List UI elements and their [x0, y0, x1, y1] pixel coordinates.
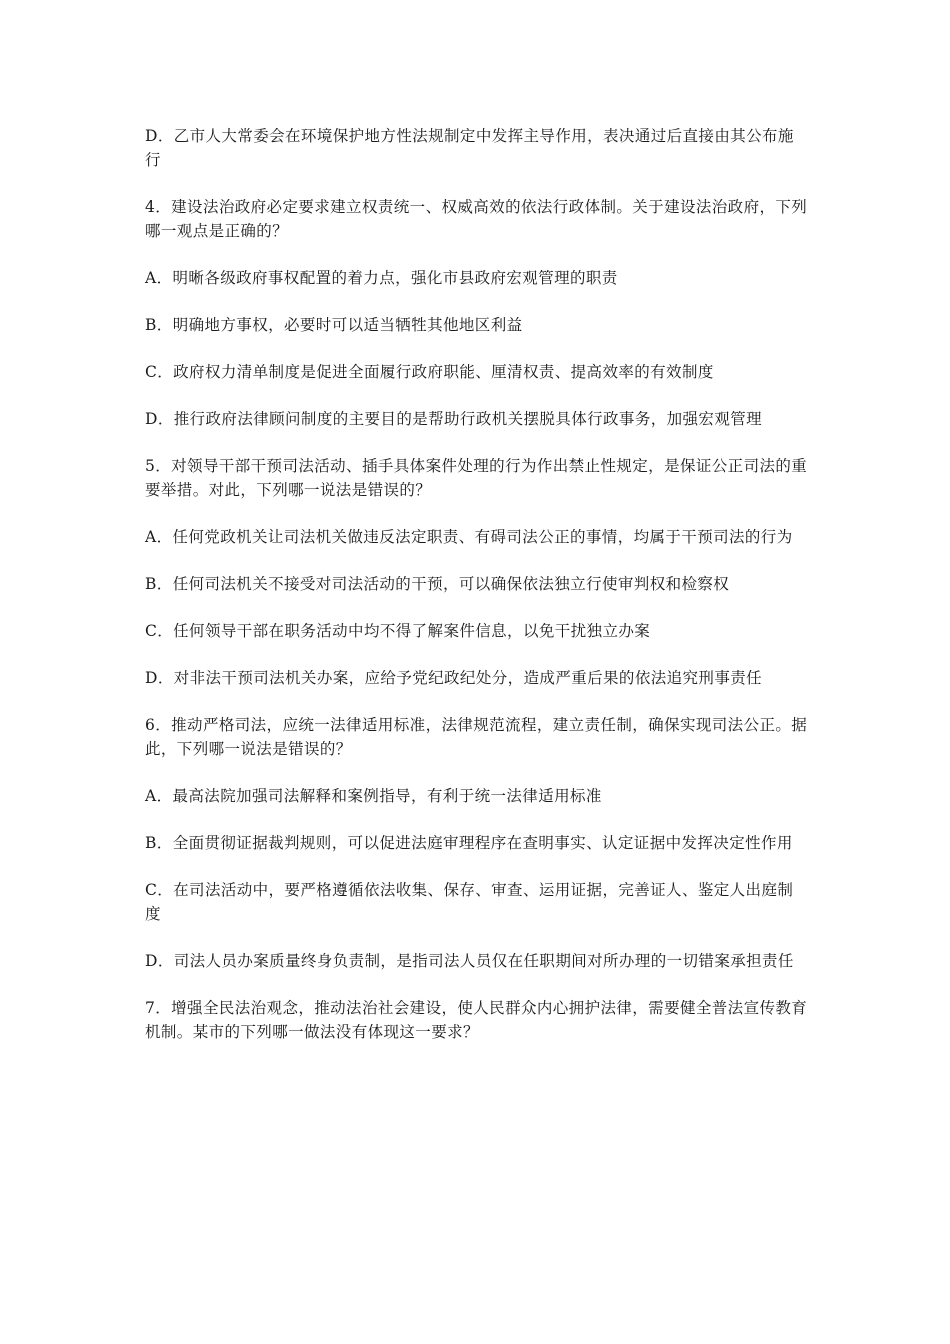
option-6a: A．最高法院加强司法解释和案例指导，有利于统一法律适用标准: [145, 787, 602, 805]
option-6d: D．司法人员办案质量终身负责制，是指司法人员仅在任职期间对所办理的一切错案承担责任: [145, 952, 794, 970]
option-4c: C．政府权力清单制度是促进全面履行政府职能、厘清权责、提高效率的有效制度: [145, 363, 714, 381]
option-6c: C．在司法活动中，要严格遵循依法收集、保存、审查、运用证据，完善证人、鉴定人出庭制度: [145, 881, 794, 923]
option-5b: B．任何司法机关不接受对司法活动的干预，可以确保依法独立行使审判权和检察权: [145, 575, 730, 593]
option-5a: A．任何党政机关让司法机关做违反法定职责、有碍司法公正的事情，均属于干预司法的行为: [145, 528, 793, 546]
option-3d: D．乙市人大常委会在环境保护地方性法规制定中发挥主导作用，表决通过后直接由其公布施行: [145, 127, 794, 169]
option-4d: D．推行政府法律顾问制度的主要目的是帮助行政机关摆脱具体行政事务，加强宏观管理: [145, 410, 763, 428]
document-body: [145, 124, 809, 1067]
option-5c: C．任何领导干部在职务活动中均不得了解案件信息，以免干扰独立办案: [145, 622, 651, 640]
question-6: 6．推动严格司法，应统一法律适用标准，法律规范流程，建立责任制，确保实现司法公正。据此，下列哪一说法是错误的？: [145, 716, 808, 758]
option-4a: A．明晰各级政府事权配置的着力点，强化市县政府宏观管理的职责: [145, 269, 618, 287]
option-4b: B．明确地方事权，必要时可以适当牺牲其他地区利益: [145, 316, 523, 334]
option-6b: B．全面贯彻证据裁判规则，可以促进法庭审理程序在查明事实、认定证据中发挥决定性作用: [145, 834, 793, 852]
option-5d: D．对非法干预司法机关办案，应给予党纪政纪处分，造成严重后果的依法追究刑事责任: [145, 669, 763, 687]
question-4: 4．建设法治政府必定要求建立权责统一、权威高效的依法行政体制。关于建设法治政府，下列哪一观点是正确的？: [145, 198, 808, 240]
question-7: 7．增强全民法治观念，推动法治社会建设，使人民群众内心拥护法律，需要健全普法宣传教育机制。某市的下列哪一做法没有体现这一要求？: [145, 999, 808, 1041]
question-5: 5．对领导干部干预司法活动、插手具体案件处理的行为作出禁止性规定，是保证公正司法的重要举措。对此，下列哪一说法是错误的？: [145, 457, 808, 499]
